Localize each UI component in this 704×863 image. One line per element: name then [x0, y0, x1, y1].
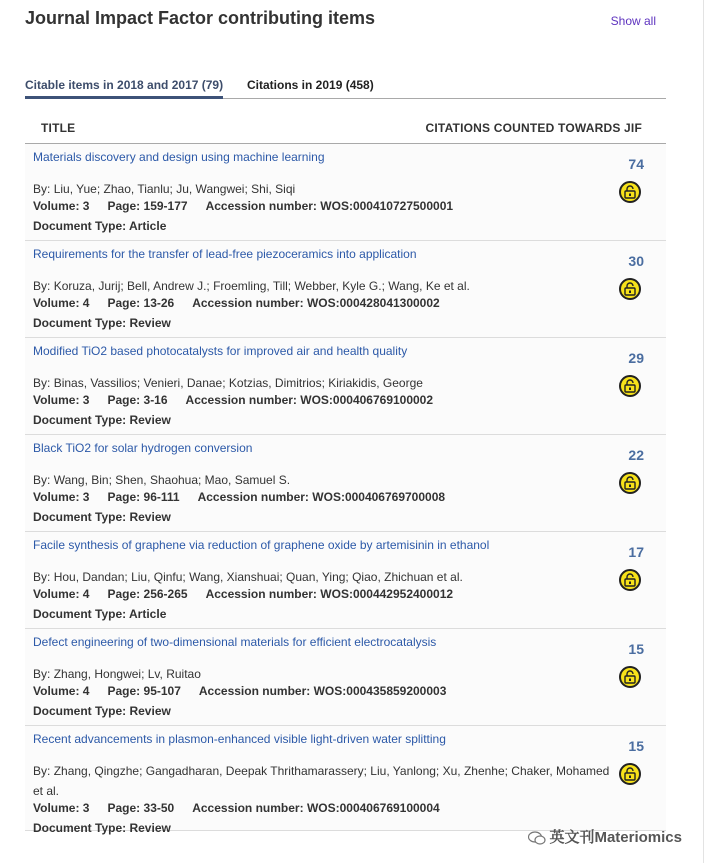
- item-title-link[interactable]: Black TiO2 for solar hydrogen conversion: [33, 441, 253, 455]
- doctype-value: Review: [129, 510, 171, 524]
- citation-count[interactable]: 15: [628, 738, 644, 754]
- accession-label: Accession number:: [192, 296, 304, 310]
- volume-label: Volume:: [33, 587, 80, 601]
- page-value: 13-26: [143, 296, 175, 310]
- doctype-value: Review: [129, 413, 171, 427]
- open-access-lock-icon: [619, 181, 641, 203]
- item-meta: [33, 393, 433, 407]
- list-item: [25, 629, 666, 726]
- by-label: By:: [33, 764, 51, 778]
- page-label: Page:: [107, 296, 141, 310]
- item-meta: [33, 801, 440, 815]
- item-authors: [33, 276, 613, 296]
- accession-value: WOS:000406769700008: [312, 490, 446, 504]
- item-title-link[interactable]: Requirements for the transfer of lead-free piezoceramics into application: [33, 247, 417, 261]
- item-doctype: [33, 316, 171, 330]
- by-label: By:: [33, 667, 51, 681]
- doctype-label: Document Type:: [33, 704, 127, 718]
- volume-value: 3: [82, 199, 90, 213]
- doctype-label: Document Type:: [33, 607, 127, 621]
- volume-label: Volume:: [33, 296, 80, 310]
- item-doctype: [33, 704, 171, 718]
- open-access-lock-icon: [619, 375, 641, 397]
- authors-text: Koruza, Jurij; Bell, Andrew J.; Froemling, Till; Webber, Kyle G.; Wang, Ke et al.: [53, 279, 470, 293]
- item-title-link[interactable]: Facile synthesis of graphene via reduction of graphene oxide by artemisinin in ethanol: [33, 538, 490, 552]
- accession-label: Accession number:: [198, 684, 311, 698]
- chat-bubble-icon: [528, 831, 546, 845]
- citation-count[interactable]: 17: [628, 544, 644, 560]
- by-label: By:: [33, 376, 51, 390]
- list-item: [25, 144, 666, 241]
- doctype-value: Article: [129, 219, 167, 233]
- tab-citations[interactable]: Citations in 2019 (458): [247, 78, 374, 92]
- page-value: 256-265: [143, 587, 188, 601]
- doctype-value: Review: [129, 316, 171, 330]
- authors-text: Wang, Bin; Shen, Shaohua; Mao, Samuel S.: [53, 473, 291, 487]
- accession-label: Accession number:: [205, 199, 317, 213]
- tab-citable-items[interactable]: Citable items in 2018 and 2017 (79): [25, 78, 223, 99]
- item-doctype: [33, 510, 171, 524]
- list-item: [25, 338, 666, 435]
- citation-count[interactable]: 74: [628, 156, 644, 172]
- page-label: Page:: [107, 393, 141, 407]
- volume-value: 3: [82, 490, 90, 504]
- item-doctype: [33, 413, 171, 427]
- item-authors: [33, 567, 613, 587]
- volume-label: Volume:: [33, 490, 80, 504]
- item-authors: [33, 373, 613, 393]
- page-label: Page:: [107, 801, 141, 815]
- item-title-link[interactable]: Materials discovery and design using machine learning: [33, 150, 325, 164]
- item-doctype: [33, 219, 166, 233]
- by-label: By:: [33, 182, 51, 196]
- accession-label: Accession number:: [197, 490, 309, 504]
- volume-value: 3: [82, 393, 90, 407]
- watermark: [528, 826, 682, 847]
- list-item: [25, 726, 666, 835]
- open-access-lock-icon: [619, 763, 641, 785]
- list-item: [25, 532, 666, 629]
- doctype-label: Document Type:: [33, 413, 127, 427]
- doctype-value: Review: [129, 821, 171, 835]
- item-authors: [33, 664, 613, 684]
- item-title-link[interactable]: Modified TiO2 based photocatalysts for improved air and health quality: [33, 344, 408, 358]
- doctype-value: Review: [129, 704, 171, 718]
- volume-label: Volume:: [33, 801, 80, 815]
- accession-label: Accession number:: [185, 393, 297, 407]
- by-label: By:: [33, 279, 51, 293]
- accession-value: WOS:000442952400012: [320, 587, 454, 601]
- page-value: 95-107: [143, 684, 181, 698]
- accession-value: WOS:000406769100004: [306, 801, 440, 815]
- volume-label: Volume:: [33, 684, 80, 698]
- page-value: 96-111: [143, 490, 180, 504]
- doctype-value: Article: [129, 607, 167, 621]
- citation-count[interactable]: 30: [628, 253, 644, 269]
- volume-label: Volume:: [33, 393, 80, 407]
- item-meta: [33, 296, 440, 310]
- authors-text: Zhang, Qingzhe; Gangadharan, Deepak Thrithamarassery; Liu, Yanlong; Xu, Zhenhe; Chaker, Mohamed et al.: [33, 764, 610, 798]
- volume-value: 3: [82, 801, 90, 815]
- doctype-label: Document Type:: [33, 821, 127, 835]
- accession-label: Accession number:: [205, 587, 317, 601]
- accession-value: WOS:000406769100002: [300, 393, 434, 407]
- list-item: [25, 241, 666, 338]
- tab-bar: [25, 78, 666, 99]
- open-access-lock-icon: [619, 278, 641, 300]
- open-access-lock-icon: [619, 569, 641, 591]
- page-label: Page:: [107, 199, 141, 213]
- accession-value: WOS:000410727500001: [320, 199, 454, 213]
- authors-text: Binas, Vassilios; Venieri, Danae; Kotzias, Dimitrios; Kiriakidis, George: [53, 376, 423, 390]
- item-authors: [33, 179, 613, 199]
- column-header-citations: CITATIONS COUNTED TOWARDS JIF: [425, 121, 642, 135]
- item-authors: [33, 761, 613, 801]
- item-title-link[interactable]: Recent advancements in plasmon-enhanced visible light-driven water splitting: [33, 732, 446, 746]
- volume-label: Volume:: [33, 199, 80, 213]
- page-value: 33-50: [143, 801, 175, 815]
- authors-text: Hou, Dandan; Liu, Qinfu; Wang, Xianshuai; Quan, Ying; Qiao, Zhichuan et al.: [53, 570, 463, 584]
- volume-value: 4: [82, 684, 90, 698]
- open-access-lock-icon: [619, 472, 641, 494]
- volume-value: 4: [82, 587, 90, 601]
- item-authors: [33, 470, 613, 490]
- by-label: By:: [33, 473, 51, 487]
- accession-value: WOS:000428041300002: [306, 296, 440, 310]
- item-meta: [33, 587, 453, 601]
- authors-text: Zhang, Hongwei; Lv, Ruitao: [53, 667, 201, 681]
- item-meta: [33, 199, 453, 213]
- column-header-title: TITLE: [41, 121, 76, 135]
- item-doctype: [33, 821, 171, 835]
- items-list: [25, 144, 666, 835]
- page-value: 159-177: [143, 199, 188, 213]
- doctype-label: Document Type:: [33, 316, 127, 330]
- page-label: Page:: [107, 587, 141, 601]
- open-access-lock-icon: [619, 666, 641, 688]
- citation-count[interactable]: 29: [628, 350, 644, 366]
- show-all-link[interactable]: Show all: [610, 14, 656, 28]
- page-label: Page:: [107, 684, 141, 698]
- watermark-text: 英文刊Materiomics: [549, 829, 682, 846]
- by-label: By:: [33, 570, 51, 584]
- accession-label: Accession number:: [192, 801, 304, 815]
- accession-value: WOS:000435859200003: [313, 684, 447, 698]
- item-doctype: [33, 607, 166, 621]
- citation-count[interactable]: 15: [628, 641, 644, 657]
- citation-count[interactable]: 22: [628, 447, 644, 463]
- item-title-link[interactable]: Defect engineering of two-dimensional materials for efficient electrocatalysis: [33, 635, 437, 649]
- page-value: 3-16: [143, 393, 168, 407]
- page-label: Page:: [107, 490, 141, 504]
- volume-value: 4: [82, 296, 90, 310]
- page-title: Journal Impact Factor contributing items: [25, 8, 376, 28]
- doctype-label: Document Type:: [33, 510, 127, 524]
- item-meta: [33, 490, 445, 504]
- item-meta: [33, 684, 446, 698]
- doctype-label: Document Type:: [33, 219, 127, 233]
- authors-text: Liu, Yue; Zhao, Tianlu; Ju, Wangwei; Shi, Siqi: [53, 182, 296, 196]
- list-item: [25, 435, 666, 532]
